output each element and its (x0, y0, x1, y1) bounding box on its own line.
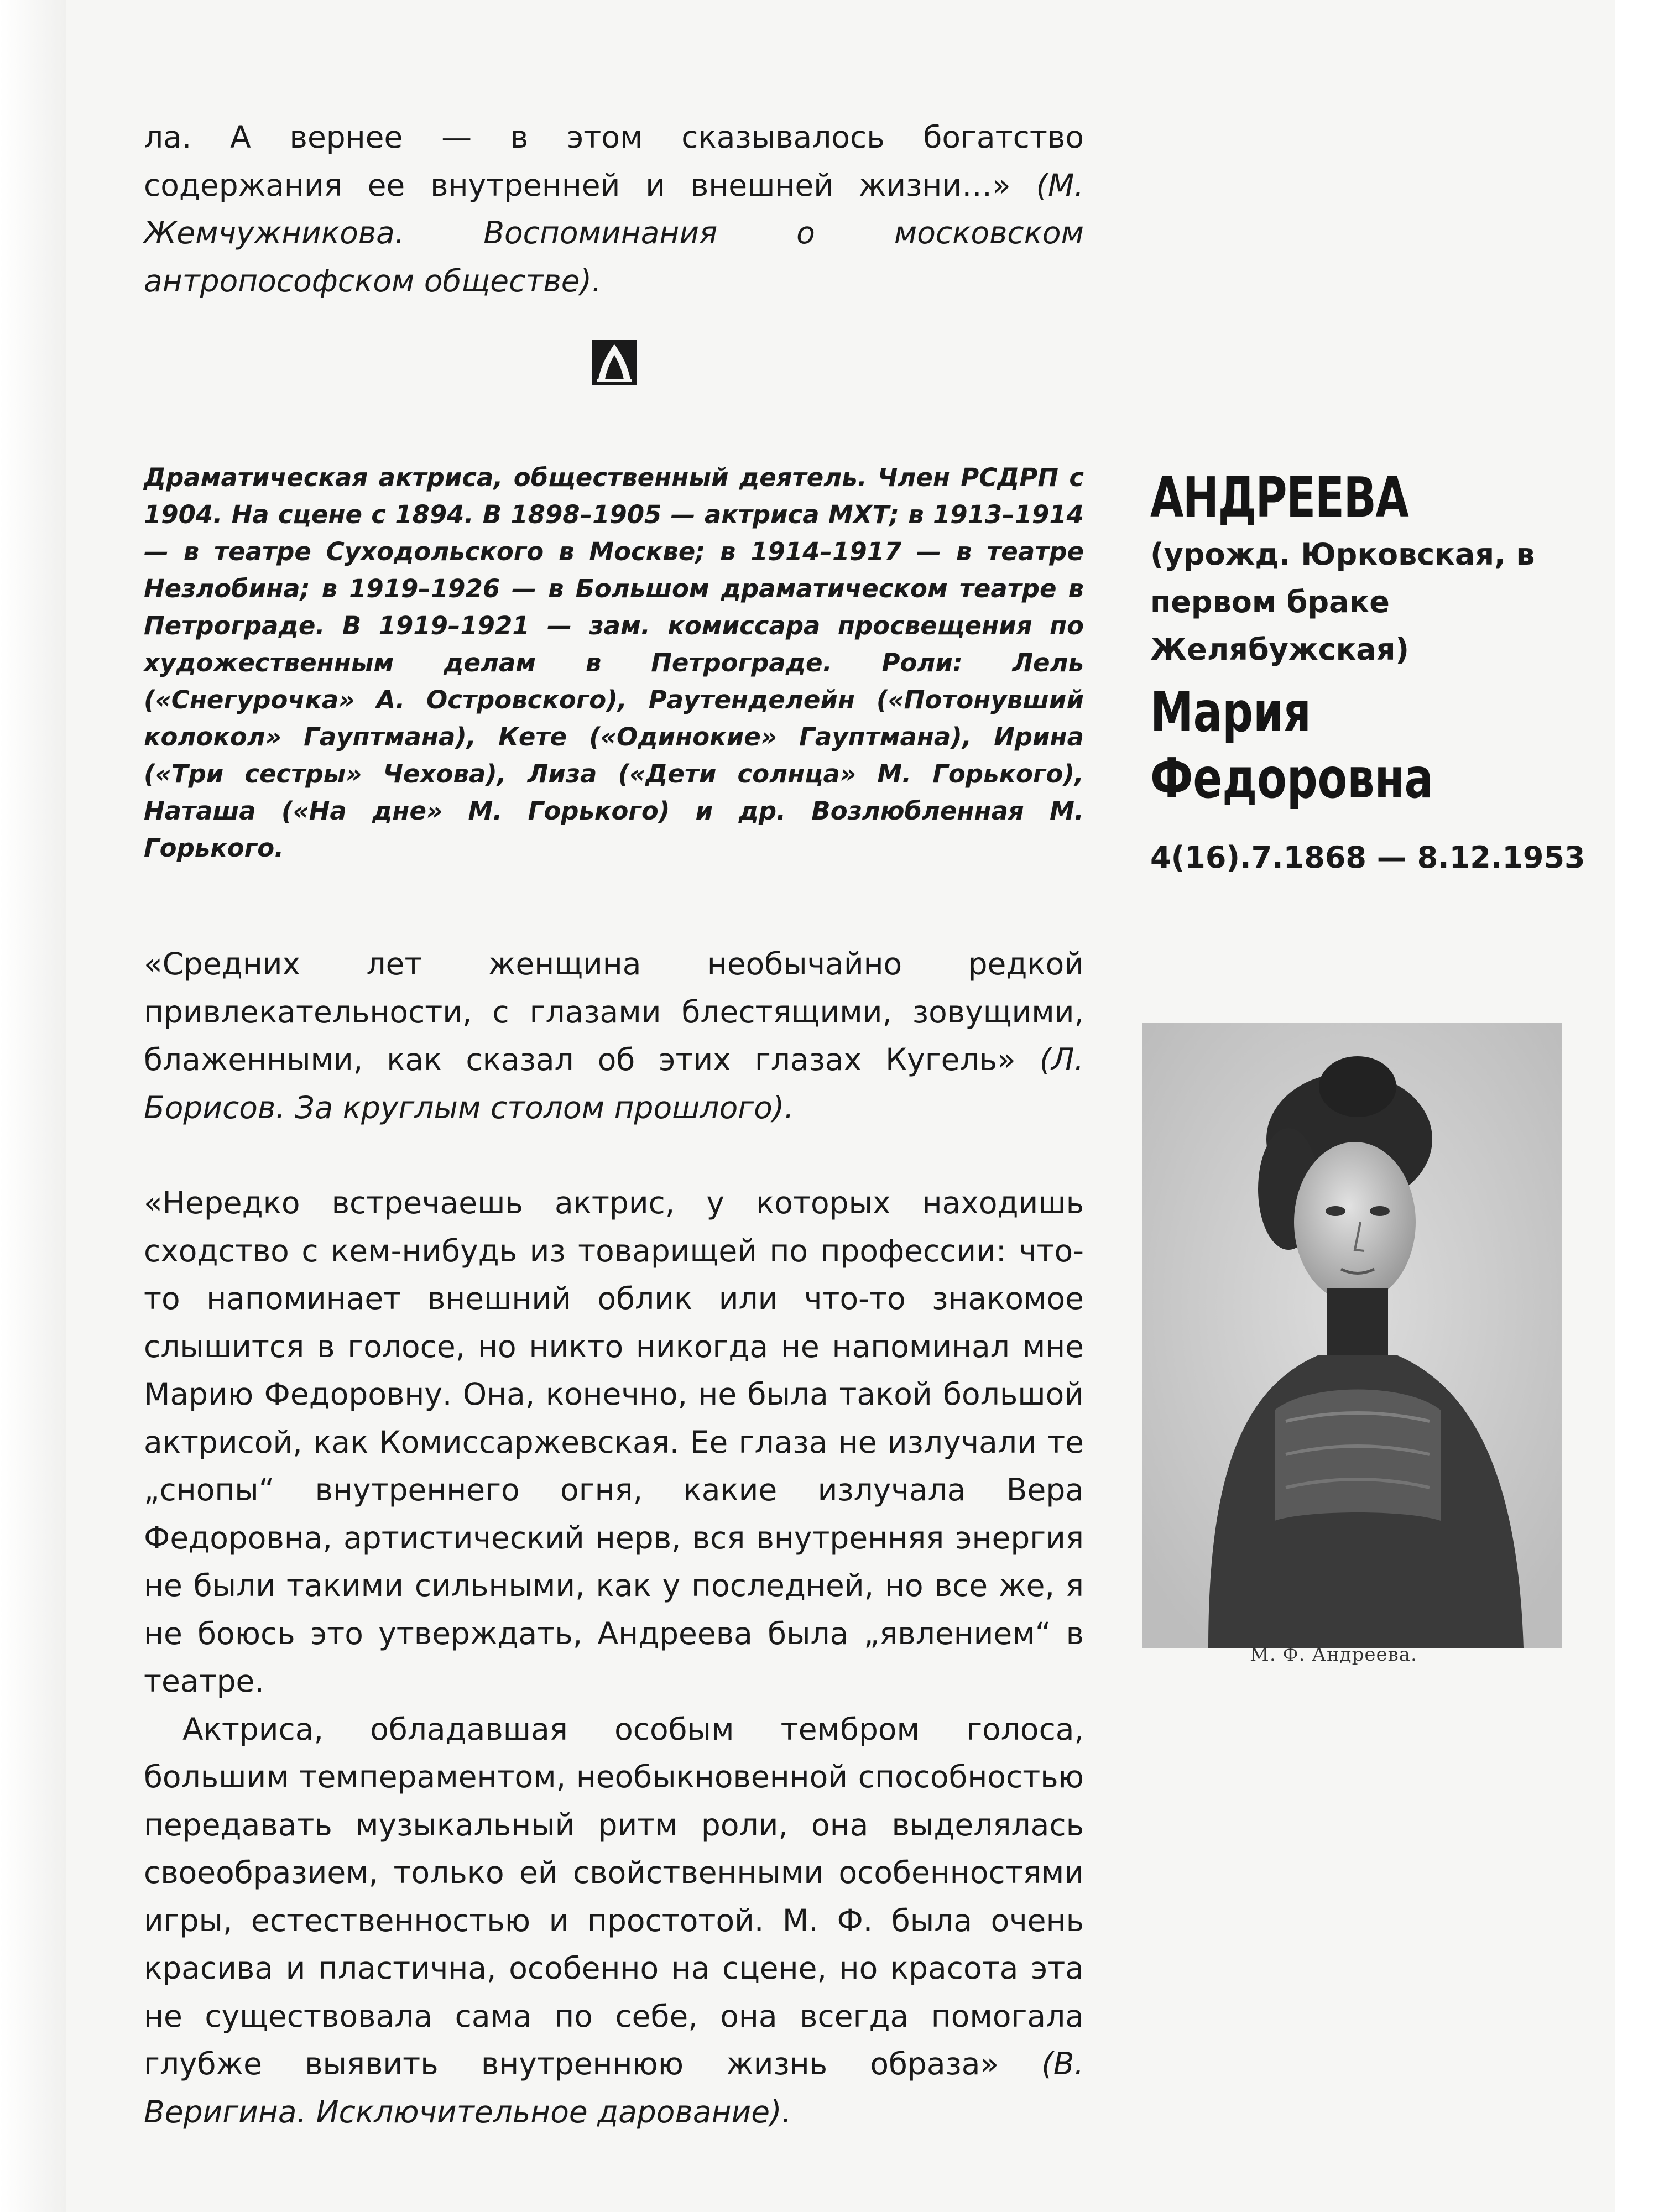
intro-paragraph (144, 113, 1084, 305)
portrait-photo (1142, 1023, 1562, 1648)
quote-verigina-part1: «Нередко встречаешь актрис, у которых находишь сходство с кем-нибудь из товарищей по профессии: что-то напоминает внешний облик или что-то знакомое слышится в голосе, но никто никогда не напоминал мне Марию Федоровну. Она, конечно, не была такой большой актрисой, как Комиссаржевская. Ее глаза не излучали те „снопы“ внутреннего огня, какие излучала Вера Федоровна, артистический нерв, вся внутренняя энергия не были такими сильными, как у последней, но все же, я не боюсь это утверждать, Андреева была „явлением“ в театре. (144, 1185, 1084, 1699)
given-name-patronymic: Федоровна (1150, 746, 1434, 811)
page-gutter (0, 0, 66, 2212)
quote-verigina-source: (В. Веригина. Исключительное дарование). (144, 2046, 1084, 2130)
intro-line-2: внутренней и внешней жизни…» (430, 167, 1036, 203)
quote-borisov (144, 940, 1084, 1131)
quote-borisov-source: (Л. Борисов. За круглым столом прошлого). (144, 1042, 1084, 1125)
paragraph-gap (144, 1131, 1084, 1179)
intro-line-1: ла. А вернее — в этом сказывалось богатство содержания ее (144, 119, 1084, 203)
biography: Драматическая актриса, общественный деятель. Член РСДРП с 1904. На сцене с 1894. В 1898–1905 — актриса МХТ; в 1913–1914 — в театре Суходольского в Москве; в 1914–1917 — в театре Незлобина; в 1919–1926 — в Большом драматическом театре в Петрограде. В 1919–1921 — зам. комиссара просвещения по художественным делам в Петрограде. Роли: Лель («Снегурочка» А. Островского), Раутенделейн («Потонувший колокол» Гауптмана), Кете («Одинокие» Гауптмана), Ирина («Три сестры» Чехова), Лиза («Дети солнца» М. Горького), Наташа («На дне» М. Горького) и др. Возлюбленная М. Горького. (144, 463, 1084, 863)
ornament-icon (591, 338, 638, 386)
life-dates: 4(16).7.1868 — 8.12.1953 (1150, 840, 1585, 875)
birth-name: (урожд. Юрковская, в первом браке Желябужская) (1150, 537, 1535, 667)
given-name-first: Мария (1150, 680, 1311, 744)
quote-borisov-text: «Средних лет женщина необычайно редкой привлекательности, с глазами блестящими, зовущими, блаженными, как сказал об этих глазах Кугель» (144, 946, 1084, 1077)
surname: АНДРЕЕВА (1150, 465, 1408, 530)
intro-source: (М. Жемчужникова. Воспоминания о московском антропософском обществе). (144, 167, 1084, 299)
intro-text (144, 113, 1084, 305)
quote-verigina-text: Актриса, обладавшая особым тембром голоса, большим темпераментом, необыкновенной способностью передавать музыкальный ритм роли, она выделялась своеобразием, только ей свойственными особенностями игры, естественностью и простотой. М. Ф. была очень красива и пластична, особенно на сцене, но красота эта не существовала сама по себе, она всегда помогала глубже выявить внутреннюю жизнь образа» (144, 1711, 1084, 2081)
name-heading (1150, 465, 1593, 881)
quotes-section (144, 940, 1084, 2136)
photo-caption: М. Ф. Андреева. (1250, 1644, 1417, 1666)
quote-verigina-part2 (144, 1705, 1084, 2136)
